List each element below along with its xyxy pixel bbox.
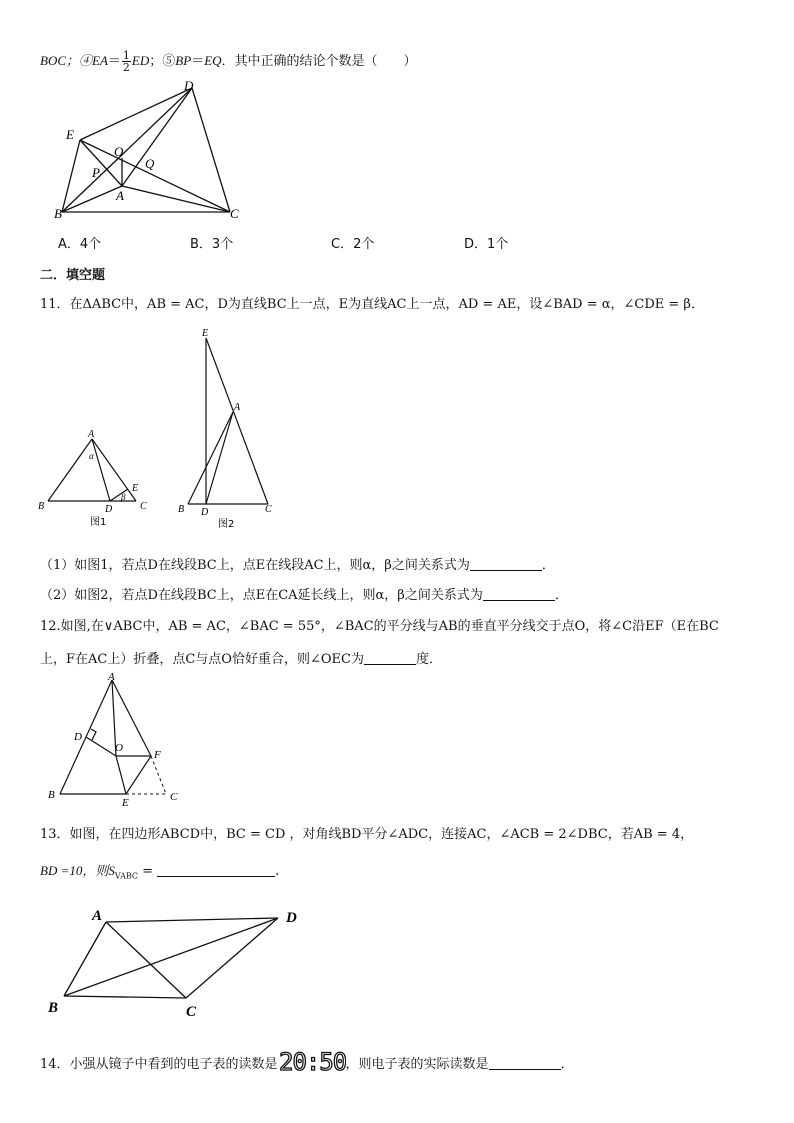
q10-option-b: B．3个	[190, 237, 234, 252]
q12-line2-end: 度．	[415, 652, 442, 667]
q10-label-d: D	[184, 78, 194, 93]
q11-fig2-label-e: E	[202, 328, 209, 339]
q11-part2	[40, 586, 568, 605]
q11-fig2-label-b: B	[178, 504, 185, 515]
q11-figure-1	[36, 425, 156, 531]
q13-line2	[40, 862, 279, 886]
q13-line2-end: .	[275, 864, 280, 879]
q11-fig2-caption: 图2	[218, 519, 235, 530]
q11-fig1-label-d: D	[105, 504, 113, 515]
q11-figure-2	[172, 322, 282, 534]
q12-label-a: A	[108, 671, 115, 683]
q10-sep: ；⑤	[149, 54, 176, 69]
q10-fraction	[122, 50, 131, 73]
q11-fig2-label-a: A	[234, 402, 241, 413]
q10-frac-den: 2	[122, 61, 130, 74]
q10-label-p: P	[92, 165, 100, 180]
q12-line1: 12.如图,在∨ABC中，AB = AC，∠BAC = 55°，∠BAC的平分线与AB的垂直平分线交于点O，将∠C沿EF（E在BC	[40, 619, 719, 634]
q11-fig1-label-a: A	[88, 429, 95, 440]
q10-label-c: C	[230, 206, 239, 221]
q11-part2-text: （2）如图2，若点D在线段BC上，点E在CA延长线上，则α，β之间关系式为	[40, 588, 483, 603]
q10-stem	[40, 50, 417, 73]
q10-label-o: O	[114, 144, 124, 159]
q14-line	[40, 1048, 574, 1074]
q10-eq5-eq: ＝	[191, 54, 205, 69]
q10-label-e: E	[66, 127, 74, 142]
q12-label-c: C	[170, 791, 178, 803]
q11-fig1-label-alpha: α	[89, 451, 94, 461]
q10-label-b: B	[54, 206, 62, 221]
q13-figure	[40, 900, 310, 1022]
q11-part1	[40, 556, 555, 575]
q12-label-o: O	[115, 742, 123, 754]
q12-line2	[40, 650, 442, 669]
q10-option-c: C．2个	[331, 237, 375, 252]
q10-stem-start: BOC；④	[40, 53, 93, 68]
q11-fig1-label-c: C	[140, 501, 147, 512]
q10-frac-num: 1	[122, 49, 130, 62]
q12-figure	[40, 670, 190, 810]
q10-eq4-rhs: ED	[131, 53, 150, 68]
q10-figure	[50, 78, 250, 226]
q10-label-a: A	[116, 188, 124, 203]
q13-label-b: B	[48, 1000, 59, 1016]
q11-fig1-label-e: E	[132, 483, 139, 494]
q13-label-d: D	[286, 910, 297, 926]
q11-part1-end: ．	[541, 558, 555, 573]
q14-mid: ，则电子表的实际读数是	[345, 1057, 489, 1072]
q14-clock-text: 20:50	[278, 1048, 346, 1074]
q10-tail: ．其中正确的结论个数是（ ）	[221, 54, 417, 69]
q12-blank	[364, 650, 416, 665]
q12-line2-text: 上，F在AC上）折叠，点C与点O恰好重合，则∠OEC为	[40, 652, 364, 667]
q11-fig1-caption: 图1	[90, 517, 107, 528]
q14-start: 14．小强从镜子中看到的电子表的读数是	[40, 1057, 278, 1072]
q10-eq5-rhs: EQ	[204, 53, 222, 68]
q11-fig2-label-d: D	[201, 507, 209, 518]
q13-blank	[157, 862, 275, 877]
q10-option-d: D．1个	[464, 237, 509, 252]
q12-label-f: F	[154, 749, 161, 761]
q11-part2-end: ．	[554, 588, 568, 603]
q11-fig1-label-b: B	[38, 501, 45, 512]
q11-part1-text: （1）如图1，若点D在线段BC上，点E在线段AC上，则α，β之间关系式为	[40, 558, 470, 573]
q11-fig1-label-beta: β	[121, 492, 126, 502]
q11-fig2-label-c: C	[265, 504, 272, 515]
q13-line1: 13．如图，在四边形ABCD中，BC = CD ，对角线BD平分∠ADC，连接AC，∠ACB = 2∠DBC，若AB = 4，	[40, 827, 694, 842]
q13-label-c: C	[186, 1004, 197, 1020]
q11-part1-blank	[470, 556, 542, 571]
q12-label-d: D	[74, 731, 82, 743]
q10-label-q: Q	[145, 156, 155, 171]
q10-eq5: BP	[175, 53, 192, 68]
q12-label-b: B	[48, 789, 55, 801]
q14-end: ．	[560, 1057, 574, 1072]
q13-line2-start: BD =10，则S	[40, 863, 115, 878]
q10-eq4-lhs: EA	[92, 53, 108, 68]
section-title: 二．填空题	[40, 268, 106, 283]
q14-digital-clock	[278, 1048, 346, 1074]
q11-part2-blank	[483, 586, 555, 601]
q13-line2-sub: VABC	[114, 871, 139, 881]
q10-option-a: A．4个	[58, 237, 102, 252]
q11-text: 11．在ΔABC中，AB = AC，D为直线BC上一点，E为直线AC上一点，AD = AE，设∠BAD = α，∠CDE = β．	[40, 297, 704, 312]
q14-blank	[489, 1055, 561, 1070]
q10-eq4-eq: ＝	[107, 54, 121, 69]
q13-line2-mid: =	[138, 864, 154, 879]
q13-label-a: A	[92, 908, 103, 924]
q12-label-e: E	[122, 797, 129, 809]
